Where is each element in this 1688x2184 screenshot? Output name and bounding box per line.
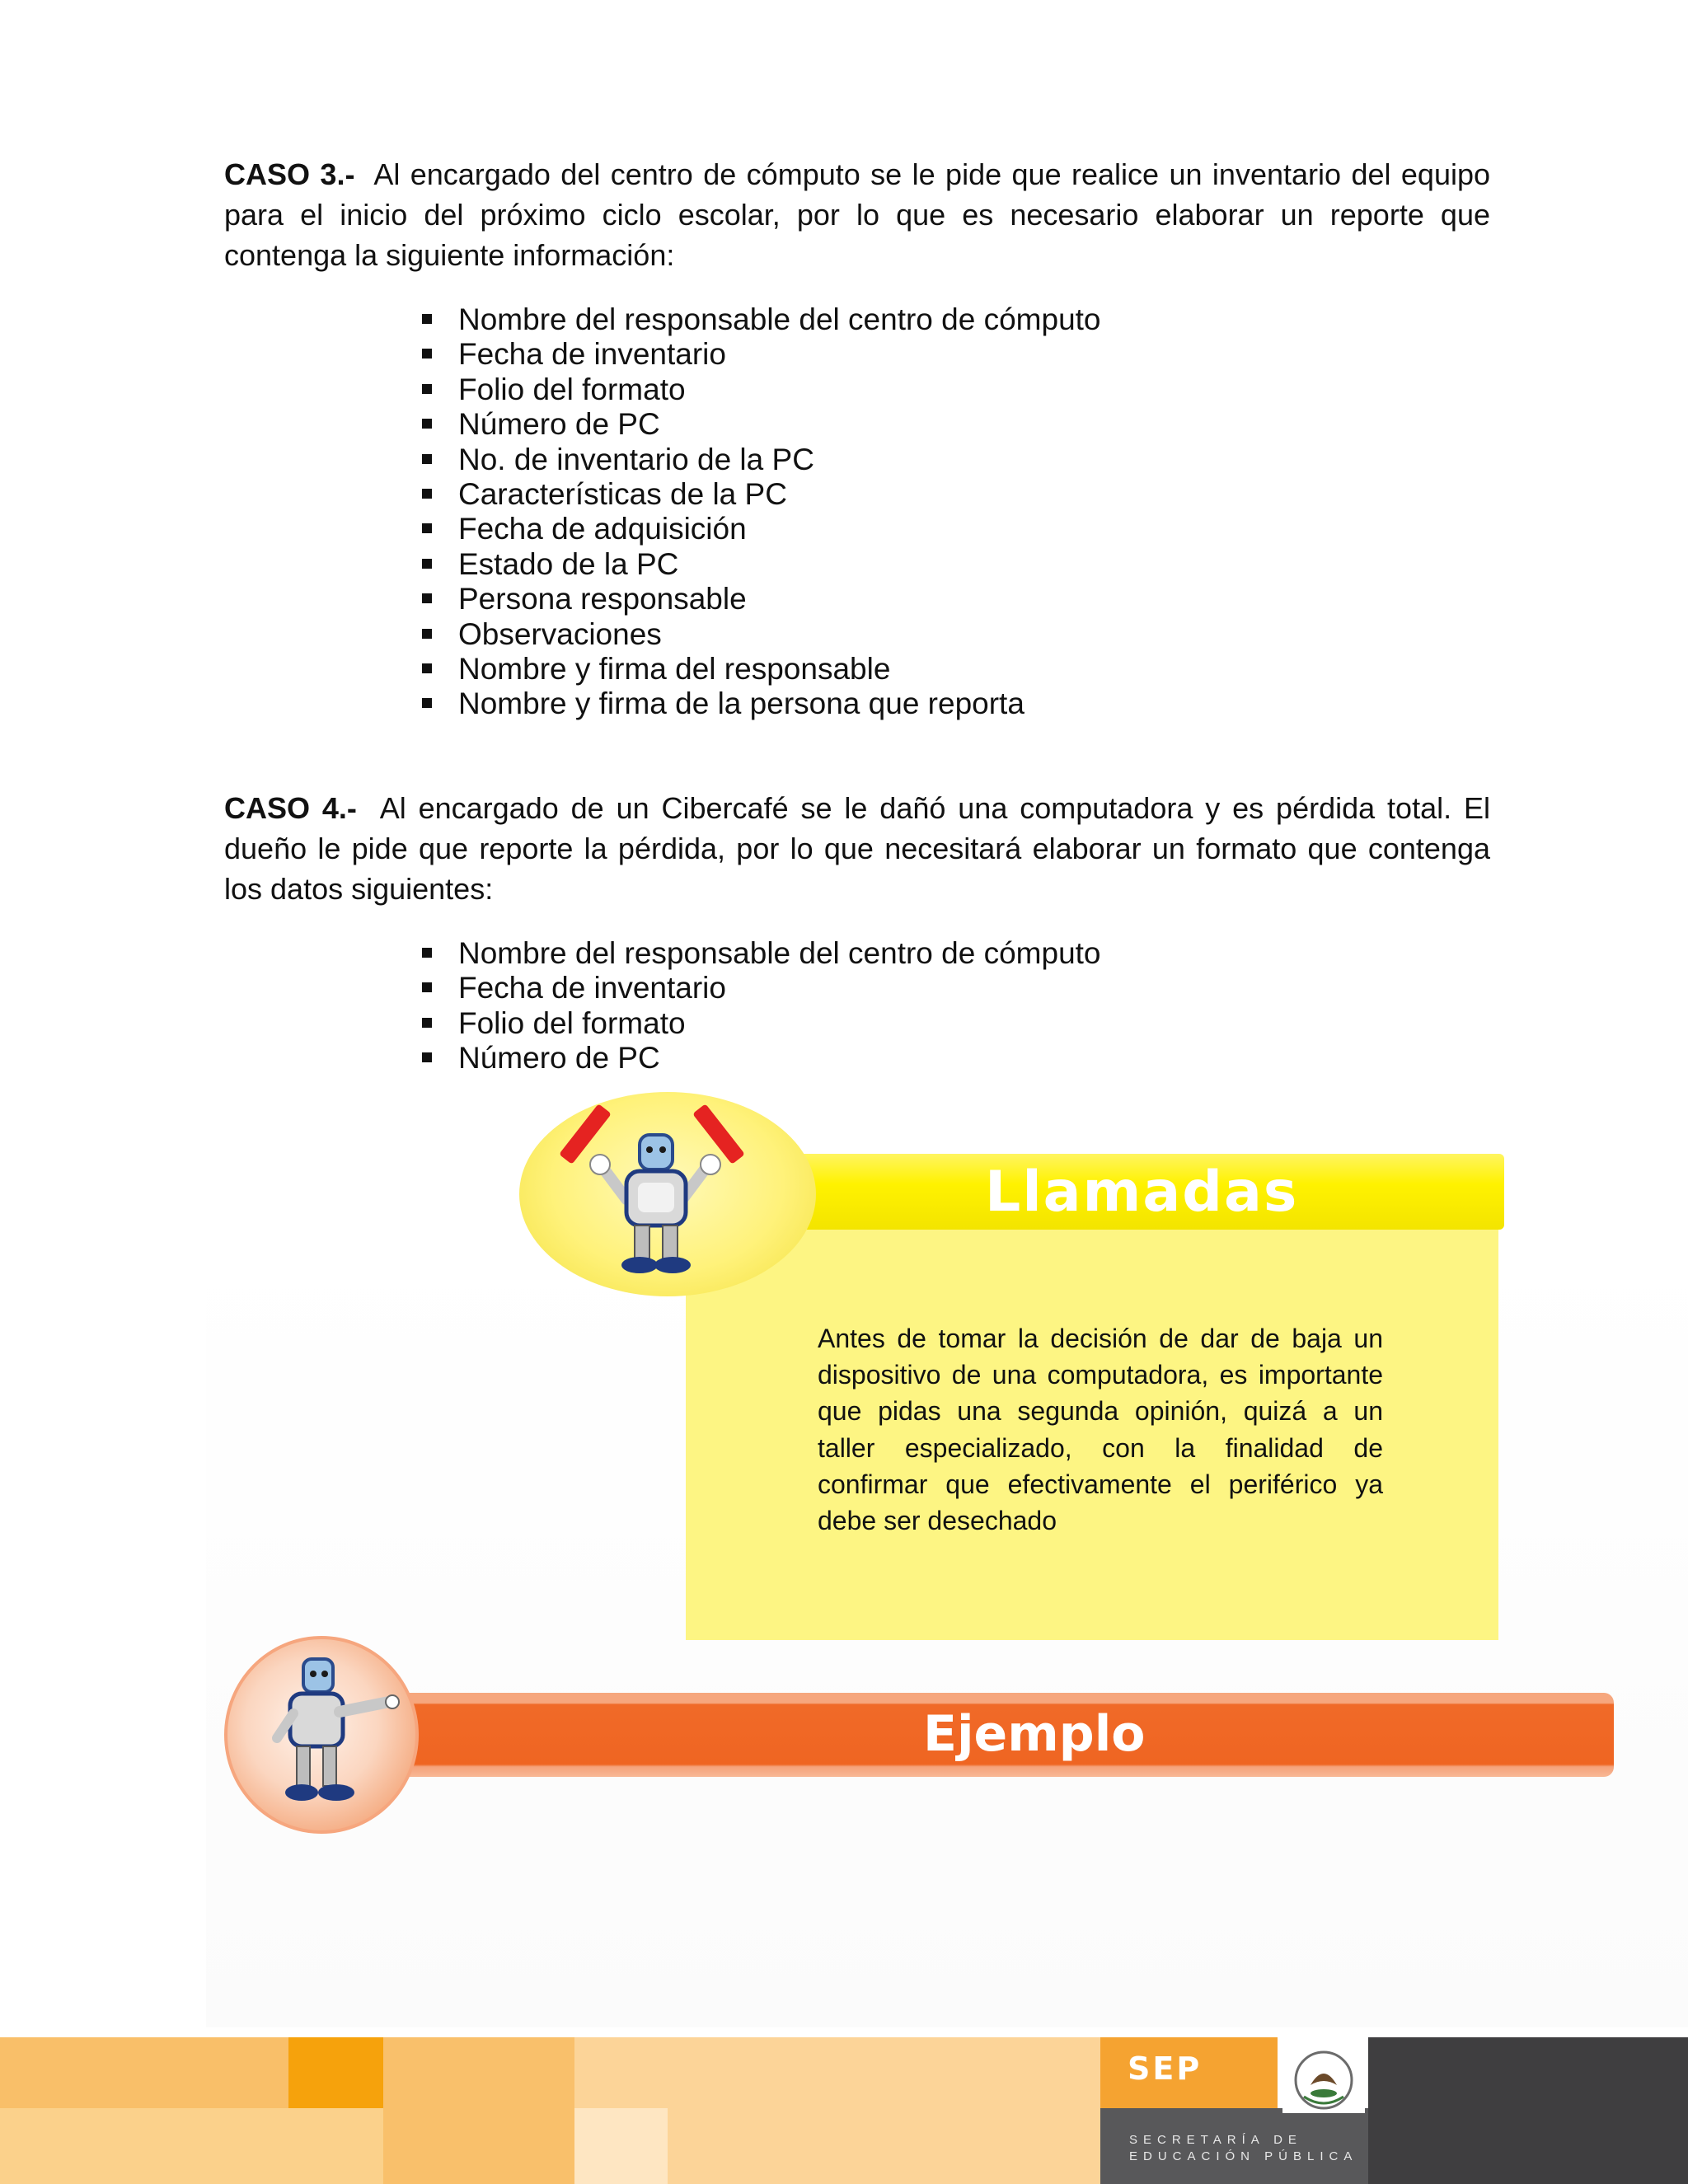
- caso3-label: CASO 3.-: [224, 157, 355, 191]
- robot-signal-icon: [519, 1092, 816, 1296]
- caso4-paragraph: [224, 788, 1490, 909]
- footer-block: [0, 2108, 383, 2184]
- list-item: Folio del formato: [420, 373, 1101, 407]
- sep-logo: SEP: [1128, 2050, 1203, 2087]
- ejemplo-badge: [224, 1636, 419, 1834]
- list-item: Número de PC: [420, 1041, 1101, 1076]
- coat-of-arms-icon: [1282, 2044, 1365, 2113]
- bullet-square-icon: [422, 523, 432, 533]
- ejemplo-title: Ejemplo: [923, 1705, 1146, 1763]
- footer-block: [383, 2037, 574, 2184]
- list-item: Folio del formato: [420, 1006, 1101, 1041]
- list-item: Nombre y firma de la persona que reporta: [420, 687, 1101, 721]
- bullet-square-icon: [422, 1018, 432, 1028]
- list-item: Número de PC: [420, 407, 1101, 442]
- robot-pointing-icon: [227, 1639, 415, 1830]
- footer-dark-block: [1368, 2037, 1688, 2184]
- bullet-square-icon: [422, 384, 432, 394]
- footer-block: [0, 2037, 288, 2108]
- bullet-square-icon: [422, 593, 432, 603]
- footer-block: [668, 2108, 1100, 2184]
- list-item: Fecha de adquisición: [420, 512, 1101, 546]
- footer-line-1: SECRETARÍA DE: [1129, 2133, 1302, 2147]
- bullet-square-icon: [422, 489, 432, 499]
- bullet-square-icon: [422, 349, 432, 359]
- bullet-square-icon: [422, 454, 432, 464]
- list-item: Estado de la PC: [420, 547, 1101, 582]
- caso3-paragraph: [224, 154, 1490, 275]
- footer-line-2: EDUCACIÓN PÚBLICA: [1129, 2149, 1358, 2163]
- caso4-label: CASO 4.-: [224, 791, 357, 825]
- bullet-square-icon: [422, 698, 432, 708]
- bullet-square-icon: [422, 982, 432, 992]
- list-item: Características de la PC: [420, 477, 1101, 512]
- bullet-square-icon: [422, 1052, 432, 1062]
- footer-block: [574, 2037, 1100, 2108]
- list-item: Persona responsable: [420, 582, 1101, 616]
- llamadas-text: Antes de tomar la decisión de dar de baja un dispositivo de una computadora, es importante que pidas una segunda opinión, quizá a un taller especializado, con la finalidad de confirmar que efectivamente el periférico ya debe ser desechado: [818, 1324, 1383, 1536]
- bullet-square-icon: [422, 629, 432, 639]
- bullet-square-icon: [422, 663, 432, 673]
- list-item: Nombre del responsable del centro de cómputo: [420, 936, 1101, 971]
- llamadas-title: Llamadas: [985, 1160, 1299, 1225]
- list-item: Fecha de inventario: [420, 337, 1101, 372]
- footer: [0, 2037, 1688, 2184]
- list-item: Fecha de inventario: [420, 971, 1101, 1005]
- llamadas-badge: [519, 1092, 816, 1296]
- bullet-square-icon: [422, 419, 432, 429]
- bullet-square-icon: [422, 559, 432, 569]
- list-item: No. de inventario de la PC: [420, 443, 1101, 477]
- caso4-list: [420, 936, 1101, 1076]
- bullet-square-icon: [422, 314, 432, 324]
- list-item: Nombre y firma del responsable: [420, 652, 1101, 687]
- footer-block: [288, 2037, 383, 2108]
- caso3-text: Al encargado del centro de cómputo se le pide que realice un inventario del equipo para el inicio del próximo ciclo escolar, por lo que es necesario elaborar un reporte que contenga la siguiente información:: [224, 157, 1491, 272]
- caso4-text: Al encargado de un Cibercafé se le dañó una computadora y es pérdida total. El dueño le pide que reporte la pérdida, por lo que necesitará elaborar un formato que contenga los datos siguientes:: [224, 791, 1490, 906]
- footer-block: [574, 2108, 668, 2184]
- caso3-list: [420, 302, 1101, 722]
- list-item: Nombre del responsable del centro de cómputo: [420, 302, 1101, 337]
- bullet-square-icon: [422, 948, 432, 958]
- mexico-seal: [1282, 2044, 1365, 2113]
- list-item: Observaciones: [420, 617, 1101, 652]
